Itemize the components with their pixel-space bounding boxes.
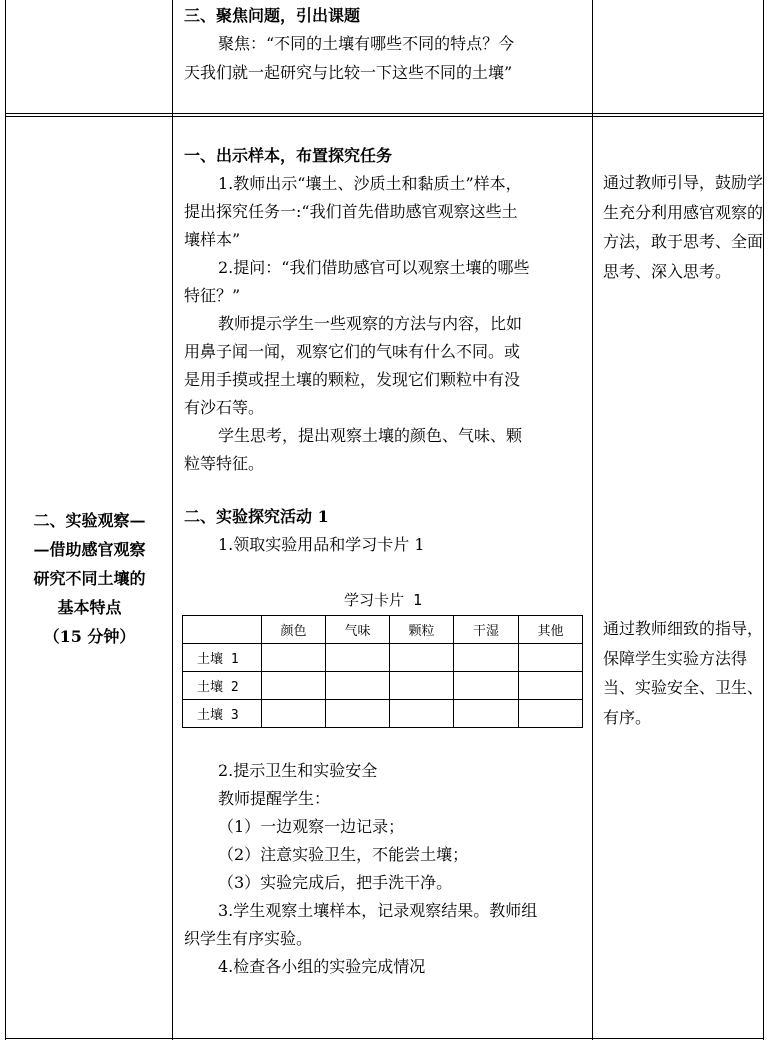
right-border	[763, 0, 764, 1040]
part1-heading: 一、出示样本，布置探究任务	[184, 146, 393, 165]
table-row-header: 土壤 3	[183, 700, 262, 728]
table-row-header: 土壤 2	[183, 672, 262, 700]
focus-text-line1: 聚焦：“不同的土壤有哪些不同的特点？今	[218, 34, 515, 53]
table-cell	[519, 672, 583, 700]
table-header-cell: 颜色	[262, 616, 326, 644]
design-note-1: 通过教师引导，鼓励学生充分利用感官观察的方法，敢于思考、全面思考、深入思考。	[603, 173, 764, 281]
table-cell	[326, 644, 390, 672]
table-cell	[262, 700, 326, 728]
part1-line: 1.教师出示“壤土、沙质土和黏质土”样本，	[218, 174, 522, 193]
table-cell	[454, 700, 519, 728]
study-card-table	[182, 615, 583, 728]
part1-line: 粒等特征。	[184, 454, 265, 473]
table-cell	[326, 700, 390, 728]
table-cell	[326, 672, 390, 700]
table-row	[183, 700, 583, 728]
table-cell	[262, 672, 326, 700]
stage-label-line5: （15 分钟）	[43, 627, 136, 646]
part2-line: 4.检查各小组的实验完成情况	[218, 957, 426, 976]
part1-line: 特征？”	[184, 286, 241, 305]
part1-line: 教师提示学生一些观察的方法与内容，比如	[218, 314, 523, 333]
table-header-cell: 颗粒	[390, 616, 454, 644]
table-cell	[390, 672, 454, 700]
table-header-cell: 其他	[519, 616, 583, 644]
part1-line: 提出探究任务一:“我们首先借助感官观察这些土	[184, 202, 518, 221]
column-divider-2	[592, 0, 593, 1040]
table-header-row	[183, 616, 583, 644]
bottom-border	[5, 1038, 764, 1039]
part2-line: 2.提示卫生和实验安全	[218, 761, 378, 780]
stage-label-line4: 基本特点	[57, 598, 122, 617]
table-header-cell	[183, 616, 262, 644]
table-cell	[390, 700, 454, 728]
part2-line: 1.领取实验用品和学习卡片 1	[218, 535, 425, 554]
study-card-title: 学习卡片 1	[343, 591, 423, 609]
row-divider-2	[5, 116, 764, 117]
table-cell	[262, 644, 326, 672]
table-header-cell: 干湿	[454, 616, 519, 644]
part1-line: 是用手摸或捏土壤的颗粒，发现它们颗粒中有没	[184, 370, 521, 389]
table-row	[183, 672, 583, 700]
table-cell	[519, 700, 583, 728]
stage-label-line3: 研究不同土壤的	[33, 569, 146, 588]
part1-line: 学生思考，提出观察土壤的颜色、气味、颗	[218, 426, 523, 445]
table-row-header: 土壤 1	[183, 644, 262, 672]
table-row	[183, 644, 583, 672]
part1-line: 有沙石等。	[184, 398, 265, 417]
table-cell	[390, 644, 454, 672]
part2-line: （1）一边观察一边记录；	[218, 817, 405, 836]
part2-line: （3）实验完成后，把手洗干净。	[218, 873, 453, 892]
table-cell	[454, 644, 519, 672]
part2-line: 3.学生观察土壤样本，记录观察结果。教师组	[218, 901, 538, 920]
part2-line: 教师提醒学生：	[218, 789, 331, 808]
table-cell	[519, 644, 583, 672]
table-header-cell: 气味	[326, 616, 390, 644]
column-divider-1	[172, 0, 173, 1040]
part2-line: 织学生有序实验。	[184, 929, 313, 948]
row-divider	[5, 113, 764, 114]
part2-line: （2）注意实验卫生，不能尝土壤；	[218, 845, 469, 864]
stage-label-line2: —借助感官观察	[33, 540, 146, 559]
stage-label	[8, 506, 171, 651]
part1-line: 2.提问：“我们借助感官可以观察土壤的哪些	[218, 258, 530, 277]
stage-label-line1: 二、实验观察—	[33, 511, 146, 530]
part1-line: 壤样本”	[184, 230, 241, 249]
part1-line: 用鼻子闻一闻，观察它们的气味有什么不同。或	[184, 342, 521, 361]
design-note-2: 通过教师细致的指导，保障学生实验方法得当、实验安全、卫生、有序。	[603, 619, 764, 727]
table-cell	[454, 672, 519, 700]
left-border	[5, 0, 6, 1040]
focus-text-line2: 天我们就一起研究与比较一下这些不同的土壤”	[184, 63, 513, 82]
part2-heading: 二、实验探究活动 1	[184, 507, 329, 526]
section-heading-focus: 三、聚焦问题，引出课题	[184, 6, 361, 25]
